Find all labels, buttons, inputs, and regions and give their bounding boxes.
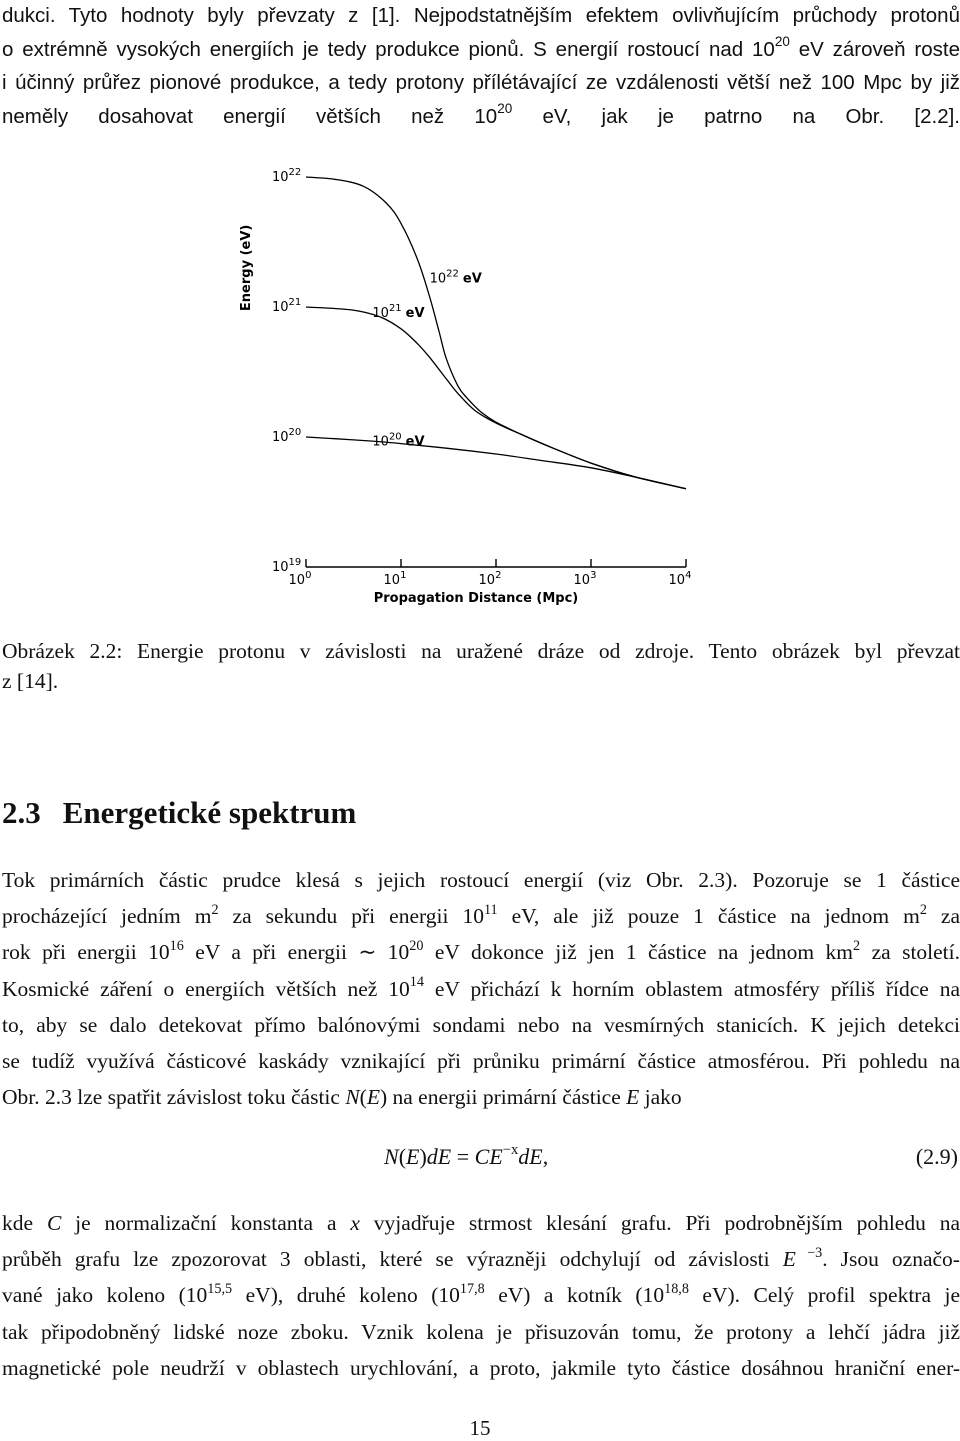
equation-number: (2.9) [915,1144,958,1169]
text-line: z [14]. [2,669,59,693]
x-tick-label: $10^4$ [668,570,692,588]
superscript: 2 [919,901,927,918]
series-curve-21 [306,307,686,489]
math-symbol: E [406,1144,420,1169]
text-line: vané jako koleno (10$^{15,5}$ eV), druhé koleno (10$^{17,8}$ eV) a kotník (10$^{18,8}$ eV). Celý profil spektra je [2,1280,960,1308]
series-label-22: $10^{22}$ eV [429,268,482,287]
math-symbol: x [350,1211,360,1235]
math-symbol: N [384,1144,399,1169]
superscript: 2 [853,937,861,954]
energy-propagation-chart [0,152,960,612]
superscript: 20 [497,101,513,117]
x-axis-label: Propagation Distance (Mpc) [373,591,579,606]
superscript: 15,5 [207,1280,233,1297]
text-line: se tudíž využívá částicové kaskády vznikající při průniku primární částice atmosférou. Při pohledu na [2,1049,960,1074]
chart-labels [239,167,691,606]
y-tick-label: $10^{21}$ [272,297,302,315]
x-tick-label: $10^0$ [288,570,312,588]
text-line: Kosmické záření o energiích větších než $10^{14}$ eV přichází k horním oblastem atmosféry příliš řídce na [2,974,960,1001]
chart-series [306,177,686,489]
section-number: 2.3 [2,795,41,830]
superscript: 20 [409,937,424,954]
y-tick-label: $10^{19}$ [272,557,302,575]
x-tick-label: $10^1$ [383,570,407,588]
text-line: neměly dosahovat energií větších než $10^{20}$ eV, jak je patrno na Obr. [2.2]. [2,101,960,128]
y-axis-label: Energy (eV) [239,224,254,312]
text-line: magnetické pole neudrží v oblastech urychlování, a proto, jakmile tyto částice dosáhnou hraniční ener- [2,1355,960,1380]
paragraph-3 [2,1205,960,1386]
superscript: 2 [211,901,219,918]
y-tick-label: $10^{20}$ [272,427,302,445]
paragraph-2 [2,862,960,1115]
series-curve-20 [306,437,686,489]
text-line: Tok primárních částic prudce klesá s jejich rostoucí energií (viz Obr. 2.3). Pozoruje se 1 částice [2,868,960,892]
x-tick-label: $10^2$ [478,570,502,588]
figure-caption [2,636,960,696]
x-tick-label: $10^3$ [573,570,597,588]
equation-2-9 [0,1144,960,1180]
text-line: Obr. 2.3 lze spatřit závislost toku částic N(E) na energii primární částice E jako [2,1085,682,1110]
superscript: 16 [169,937,184,954]
text-line: tak připodobněný lidské noze zboku. Vznik kolena je přisuzován tomu, že protony a lehčí jádra již [2,1319,960,1344]
series-curve-22 [306,177,686,489]
y-tick-label: $10^{22}$ [272,167,302,185]
math-symbol: CE [474,1144,503,1169]
math-symbol: E [626,1085,640,1110]
math-symbol: E [366,1085,380,1110]
text-line: rok při energii $10^{16}$ eV a při energii ∼ $10^{20}$ eV dokonce již jen 1 částice na jednom $km^2$ za století. [2,937,960,965]
text-line: Obrázek 2.2: Energie protonu v závislosti na uražené dráze od zdroje. Tento obrázek byl převzat [2,639,960,663]
text-line: procházející jedním $m^2$ za sekundu při energii $10^{11}$ eV, ale již pouze 1 částice na jednom $m^2$ za [2,901,960,929]
superscript: 18,8 [664,1280,689,1297]
text-line: to, aby se dalo detekovat přímo balónovými sondami nebo na vesmírných stanicích. K jejich detekci [2,1012,960,1037]
superscript: 20 [774,34,790,50]
series-label-21: $10^{21}$ eV [372,302,425,321]
text-line: i účinný průřez pionové produkce, a tedy protony přílétávající ze vzdálenosti větší než 100 Mpc by již [2,71,960,94]
math-symbol: N [345,1085,360,1110]
chart-axes [306,559,686,567]
math-symbol: E [782,1247,796,1272]
text-line: dukci. Tyto hodnoty byly převzaty z [1]. Nejpodstatnějším efektem ovlivňujícím průchody protonů [2,4,960,27]
text-line: průběh grafu lze zpozorovat 3 oblasti, které se výrazněji odchylují od závislosti E $^{-3}$. Jsou označo- [2,1244,960,1272]
superscript: 14 [409,974,424,991]
text-line: kde C je normalizační konstanta a x vyjadřuje strmost klesání grafu. Při podrobnějším pohledu na [2,1211,960,1235]
math-symbol: dE [518,1144,543,1169]
text-line: o extrémně vysokých energiích je tedy produkce pionů. S energií rostoucí nad $10^{20}$ eV zároveň roste [2,34,960,61]
math-symbol: C [46,1211,62,1235]
section-heading [2,795,356,831]
superscript: 11 [483,901,498,918]
superscript: −x [502,1142,519,1159]
section-title: Energetické spektrum [62,795,357,830]
paragraph-1 [2,0,960,133]
superscript: −3 [795,1244,823,1261]
page-number: 15 [469,1416,491,1440]
math-symbol: dE [426,1144,452,1169]
equation-body: $N(E)dE = CE^{-x}dE$, [384,1142,549,1169]
series-label-20: $10^{20}$ eV [372,431,425,450]
superscript: 17,8 [459,1280,485,1297]
